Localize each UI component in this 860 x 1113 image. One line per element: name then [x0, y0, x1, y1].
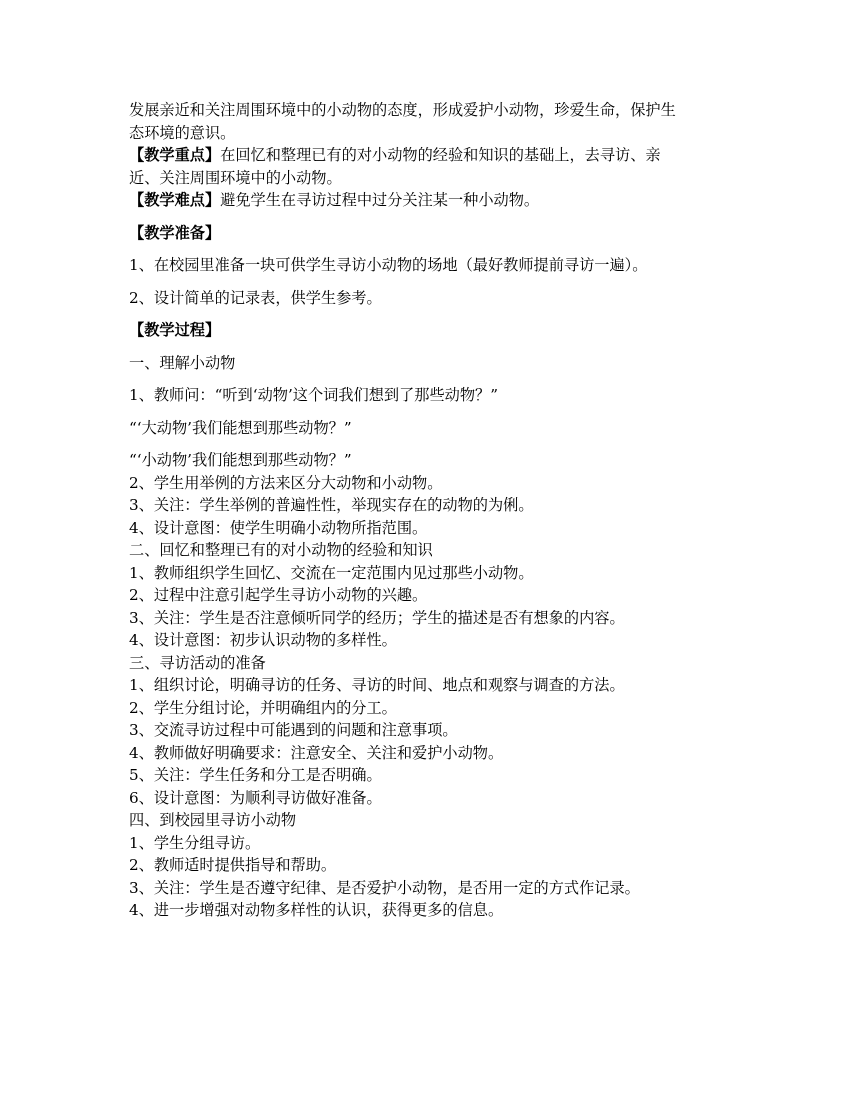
section-title-1: 一、理解小动物 [129, 353, 236, 372]
section-1-question-2: “‘大动物’我们能想到那些动物？” [129, 418, 352, 437]
section-2-item: 3、关注：学生是否注意倾听同学的经历；学生的描述是否有想象的内容。 [129, 608, 625, 627]
intro-line-1: 发展亲近和关注周围环境中的小动物的态度，形成爱护小动物，珍爱生命，保护生 [129, 101, 676, 119]
section-4-item: 4、进一步增强对动物多样性的认识，获得更多的信息。 [129, 901, 504, 919]
section-1-item: 4、设计意图：使学生明确小动物所指范围。 [129, 518, 428, 537]
section-4-item: 2、教师适时提供指导和帮助。 [129, 856, 337, 874]
document-body [129, 99, 744, 922]
section-3-item: 1、组织讨论，明确寻访的任务、寻访的时间、地点和观察与调查的方法。 [129, 676, 625, 694]
difficulty-text: 避免学生在寻访过程中过分关注某一种小动物。 [220, 191, 540, 209]
section-title-2: 二、回忆和整理已有的对小动物的经验和知识 [129, 541, 433, 559]
preparation-heading: 【教学准备】 [129, 223, 221, 242]
section-title-4: 四、到校园里寻访小动物 [129, 811, 297, 829]
difficulty-line [129, 189, 744, 212]
section-4-item: 1、学生分组寻访。 [129, 833, 261, 852]
section-1-question-1: 1、教师问：“听到‘动物’这个词我们想到了那些动物？” [129, 386, 498, 404]
section-3-item: 4、教师做好明确要求：注意安全、关注和爱护小动物。 [129, 743, 504, 762]
section-2-item: 1、教师组织学生回忆、交流在一定范围内见过那些小动物。 [129, 563, 534, 582]
section-2-item: 4、设计意图：初步认识动物的多样性。 [129, 631, 397, 649]
section-3-item: 5、关注：学生任务和分工是否明确。 [129, 766, 382, 784]
section-title-3: 三、寻访活动的准备 [129, 653, 266, 672]
preparation-item: 1、在校园里准备一块可供学生寻访小动物的场地（最好教师提前寻访一遍）。 [129, 256, 648, 274]
key-point-label: 【教学重点】 [129, 146, 221, 164]
section-4-item: 3、关注：学生是否遵守纪律、是否爱护小动物，是否用一定的方式作记录。 [129, 878, 640, 897]
process-heading: 【教学过程】 [129, 321, 221, 339]
section-1-question-3: “‘小动物’我们能想到那些动物？” [129, 451, 352, 469]
key-point-text: 在回忆和整理已有的对小动物的经验和知识的基础上，去寻访、亲 [220, 146, 661, 164]
section-1-item: 2、学生用举例的方法来区分大动物和小动物。 [129, 473, 443, 492]
difficulty-label: 【教学难点】 [129, 191, 221, 209]
key-point-line-1 [129, 144, 744, 167]
intro-line-2: 态环境的意识。 [129, 123, 236, 142]
section-3-item: 2、学生分组讨论，并明确组内的分工。 [129, 698, 397, 717]
section-3-item: 6、设计意图：为顺利寻访做好准备。 [129, 788, 382, 807]
key-point-line-2: 近、关注周围环境中的小动物。 [129, 168, 342, 187]
preparation-item: 2、设计简单的记录表，供学生参考。 [129, 288, 382, 307]
section-3-item: 3、交流寻访过程中可能遇到的问题和注意事项。 [129, 721, 458, 739]
section-2-item: 2、过程中注意引起学生寻访小动物的兴趣。 [129, 586, 428, 604]
section-1-item: 3、关注：学生举例的普遍性性，举现实存在的动物的为俐。 [129, 496, 534, 514]
